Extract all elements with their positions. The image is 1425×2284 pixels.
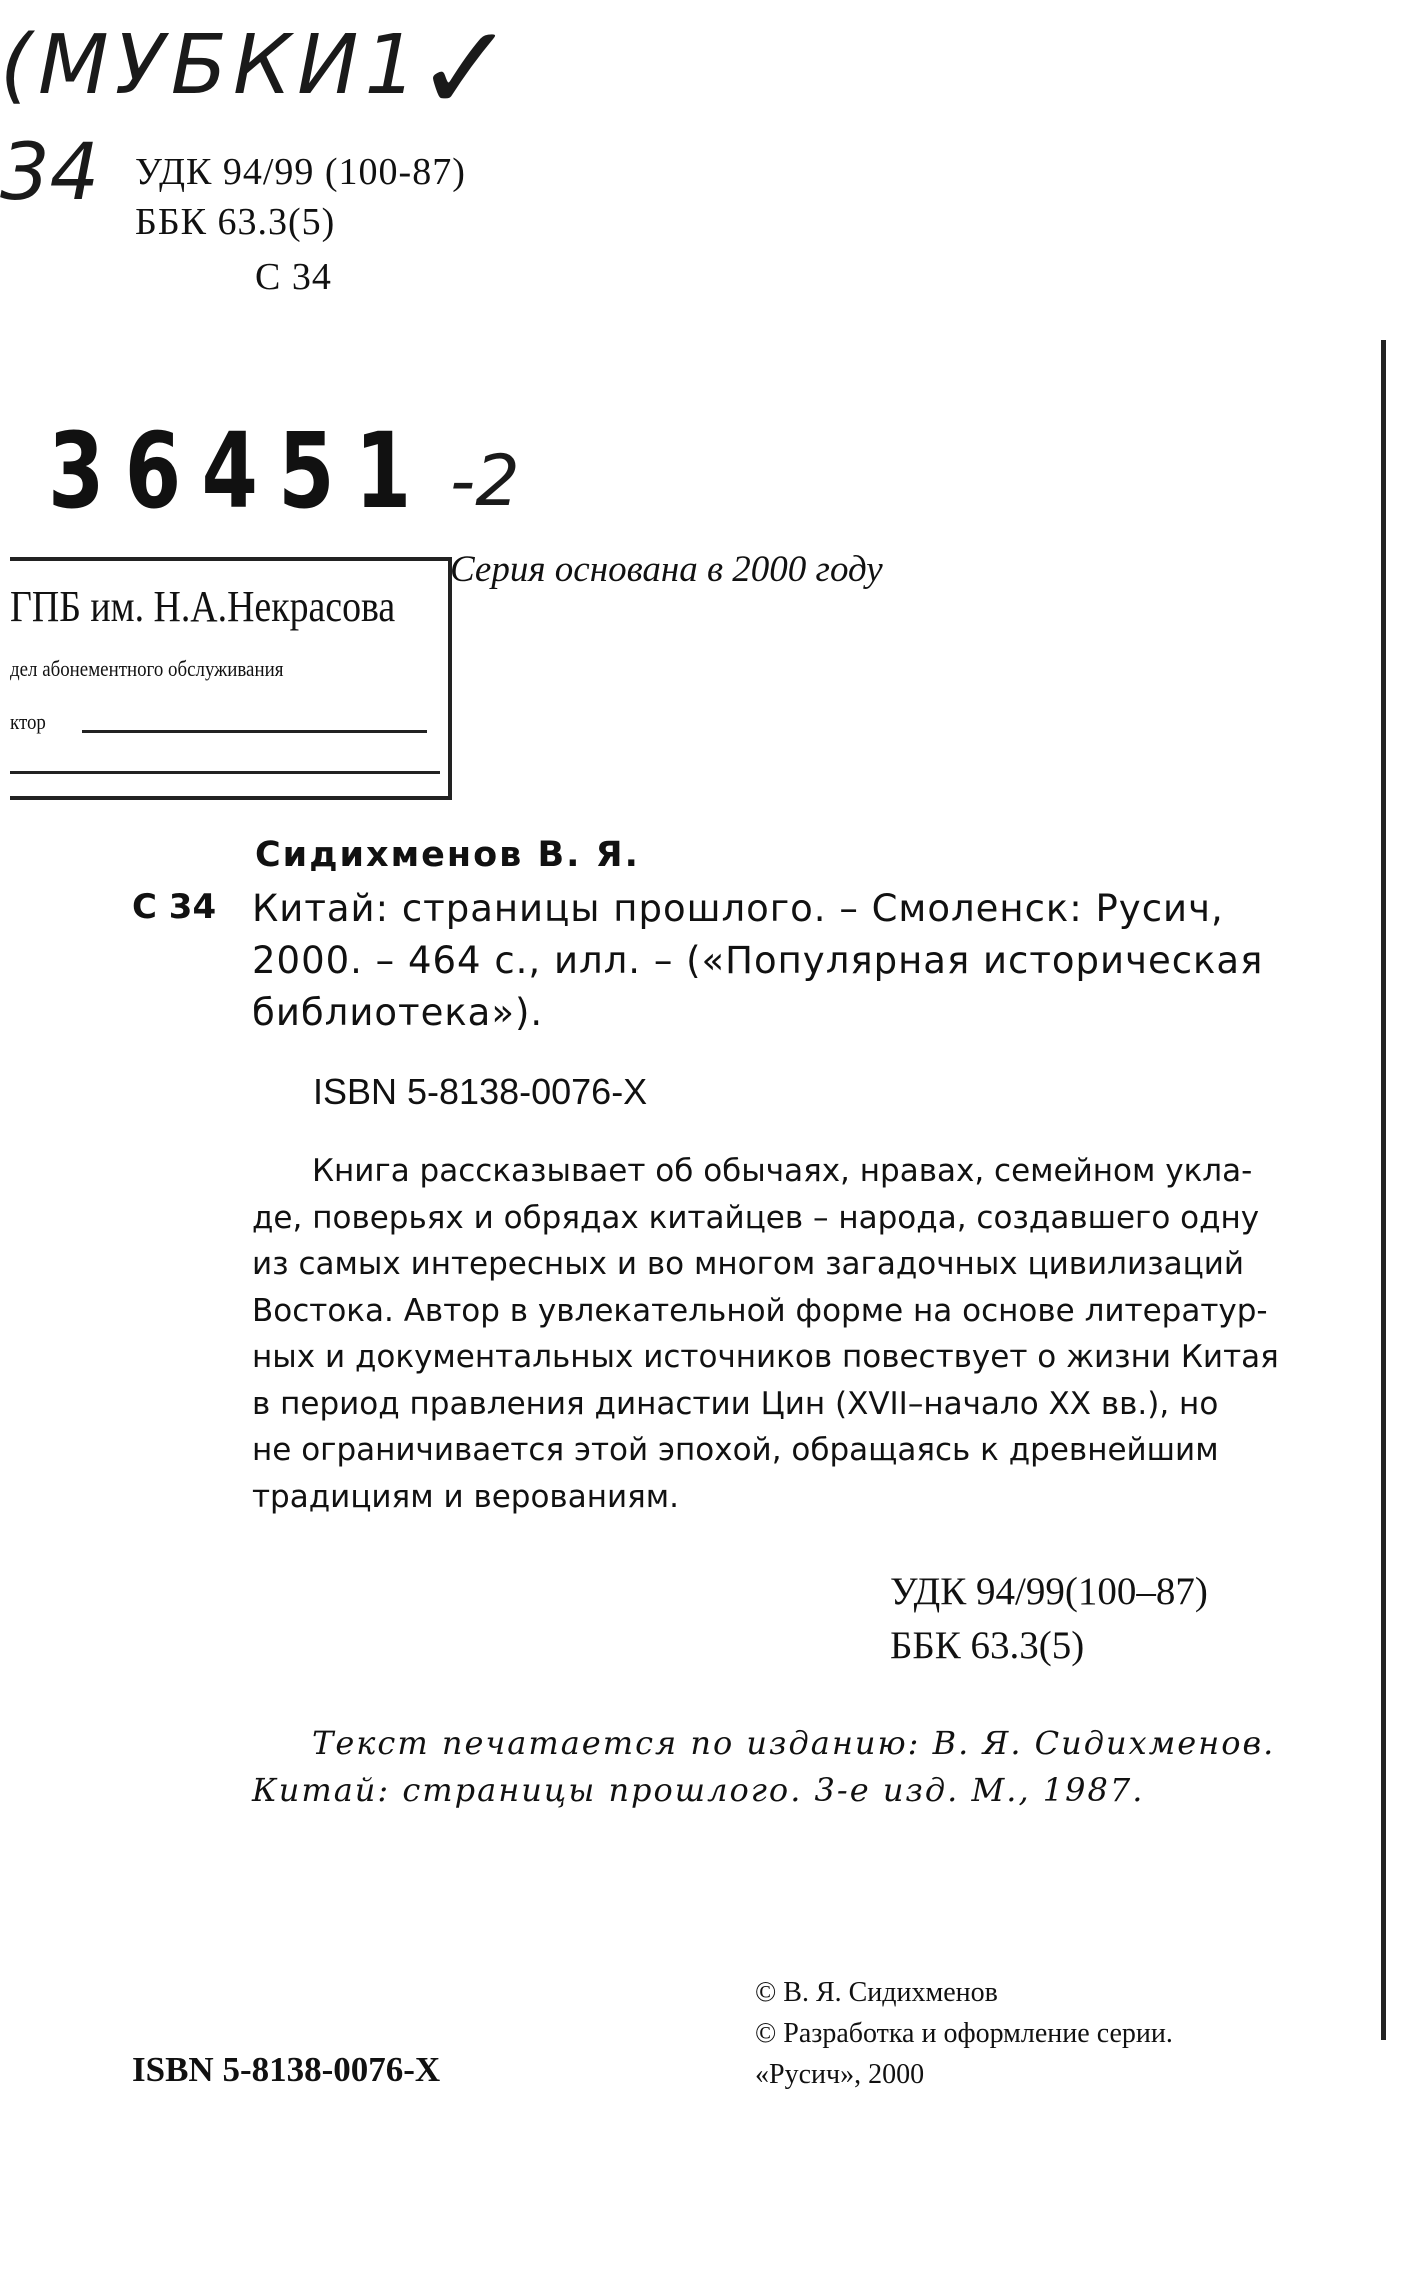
copyright-block xyxy=(755,1972,1173,2095)
biblio-line: 2000. – 464 с., илл. – («Популярная историческая xyxy=(252,939,1264,982)
call-mark: С 34 xyxy=(132,887,217,927)
catalog-bbk: ББК 63.3(5) xyxy=(890,1624,1085,1667)
annotation-line: де, поверьях и обрядах китайцев – народа, создавшего одну xyxy=(252,1199,1260,1236)
series-note: Серия основана в 2000 году xyxy=(450,549,883,590)
handwritten-suffix: -2 xyxy=(450,440,520,522)
header-author-mark: С 34 xyxy=(255,256,332,298)
annotation-line: традициям и верованиям. xyxy=(252,1478,680,1515)
handwritten-top-note: (МУБКИ1 xyxy=(0,18,423,113)
bibliographic-description xyxy=(252,883,1263,1039)
annotation-line: в период правления династии Цин (XVII–начало XX вв.), но xyxy=(252,1385,1219,1422)
biblio-line: Китай: страницы прошлого. – Смоленск: Русич, xyxy=(252,887,1224,930)
catalog-udk: УДК 94/99(100–87) xyxy=(890,1570,1208,1613)
header-udk: УДК 94/99 (100-87) xyxy=(135,151,466,193)
stamp-inspector: ктор xyxy=(10,709,46,734)
catalog-classification xyxy=(890,1565,1208,1673)
source-note-line-2: Китай: страницы прошлого. 3-е изд. М., 1987. xyxy=(252,1771,1145,1809)
handwritten-shelf-number: 34 xyxy=(0,128,100,218)
catalog-isbn: ISBN 5-8138-0076-X xyxy=(313,1071,648,1112)
source-note-line-1: Текст печатается по изданию: В. Я. Сидихменов. xyxy=(312,1724,1276,1762)
stamp-bottom-line xyxy=(10,771,440,774)
copyright-line: © Разработка и оформление серии. xyxy=(755,2018,1173,2049)
inventory-number: 36451 xyxy=(48,410,432,532)
annotation-line: из самых интересных и во многом загадочных цивилизаций xyxy=(252,1246,1244,1282)
copyright-line: «Русич», 2000 xyxy=(755,2059,925,2090)
source-note xyxy=(252,1720,1275,1814)
handwritten-check-mark: ✓ xyxy=(415,0,516,139)
annotation-line: Книга рассказывает об обычаях, нравах, семейном укла- xyxy=(312,1153,1253,1189)
annotation-line: Востока. Автор в увлекательной форме на основе литератур- xyxy=(252,1292,1268,1329)
annotation-line: не ограничивается этой эпохой, обращаясь к древнейшим xyxy=(252,1432,1219,1468)
stamp-inspector-line xyxy=(82,730,427,733)
library-stamp xyxy=(10,557,452,800)
author-name: Сидихменов В. Я. xyxy=(255,835,640,875)
biblio-line: библиотека»). xyxy=(252,991,544,1034)
copyright-line: © В. Я. Сидихменов xyxy=(755,1977,998,2008)
scan-edge-line xyxy=(1381,340,1386,2040)
footer-isbn: ISBN 5-8138-0076-X xyxy=(132,2050,441,2089)
annotation xyxy=(252,1148,1279,1520)
header-bbk: ББК 63.3(5) xyxy=(135,201,336,243)
stamp-department: дел абонементного обслуживания xyxy=(10,656,284,681)
stamp-title: ГПБ им. Н.А.Некрасова xyxy=(10,582,396,631)
annotation-line: ных и документальных источников повествует о жизни Китая xyxy=(252,1339,1279,1375)
